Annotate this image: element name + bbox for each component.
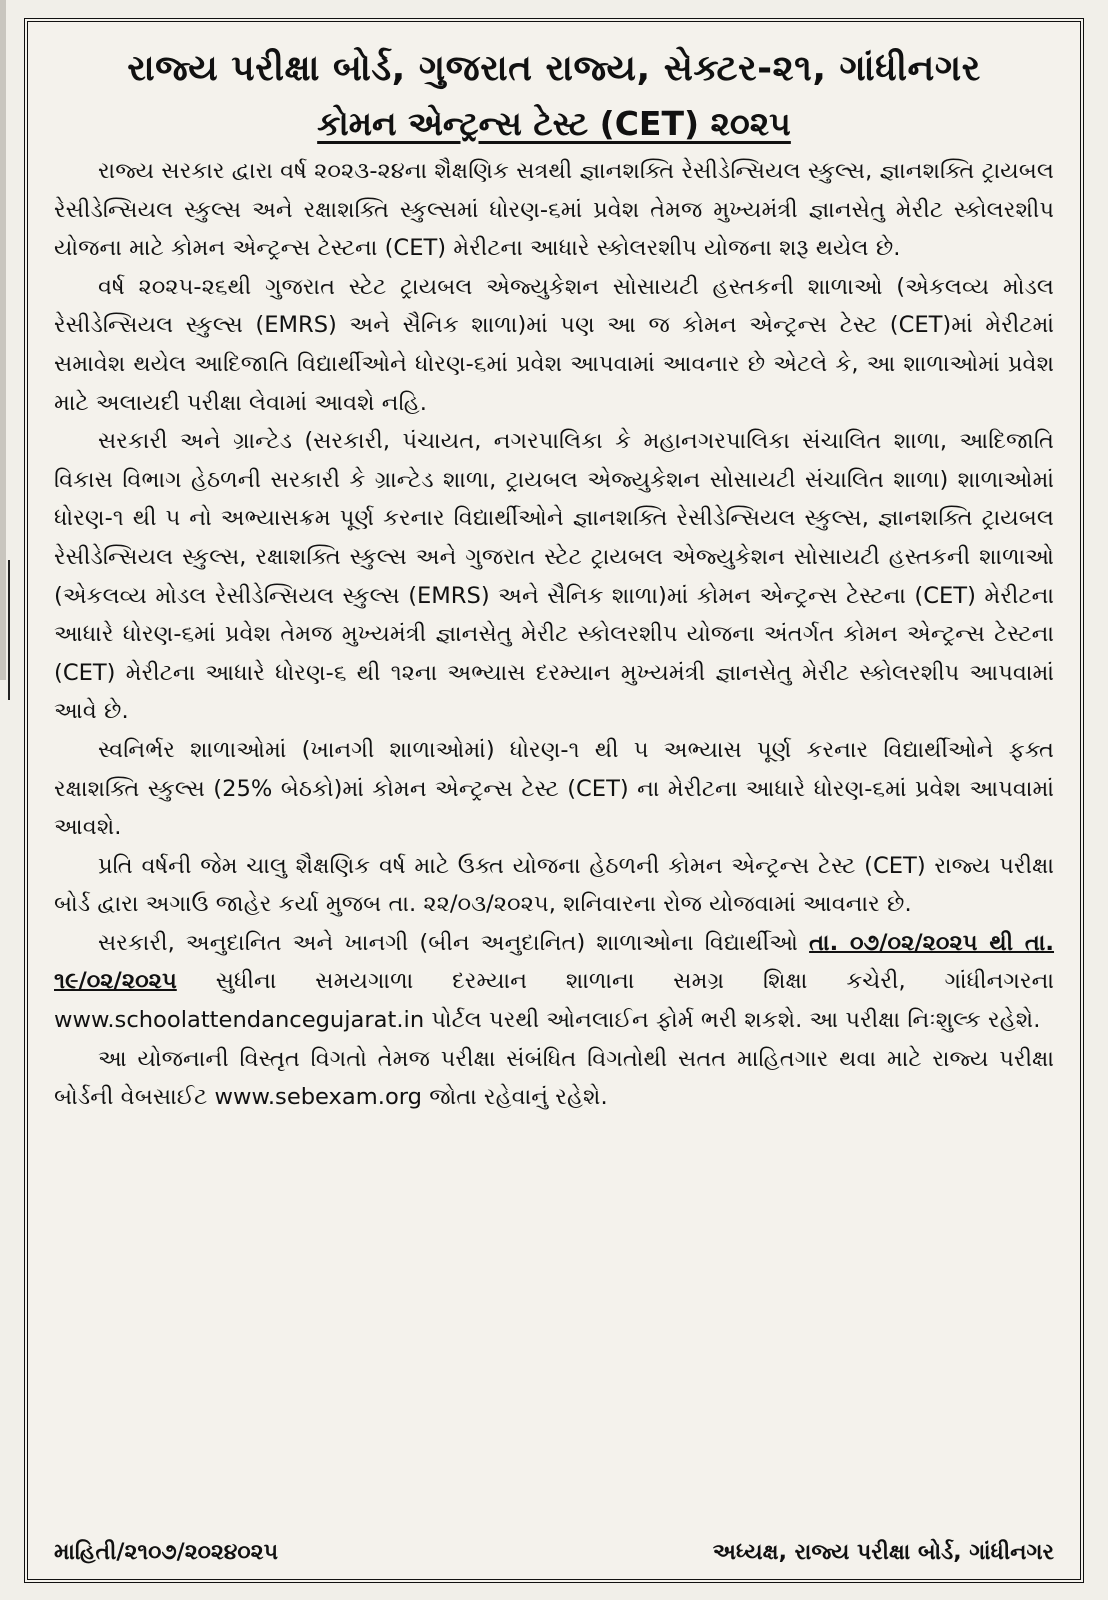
notice-box — [24, 18, 1084, 1583]
paragraph-3: સરકારી અને ગ્રાન્ટેડ (સરકારી, પંચાયત, નગરપાલિકા કે મહાનગરપાલિકા સંચાલિત શાળા, આદિજાતિ વિકાસ વિભાગ હેઠળની સરકારી કે ગ્રાન્ટેડ શાળા, ટ્રાયબલ એજ્યુકેશન સોસાયટી સંચાલિત શાળા) શાળાઓમાં ધોરણ-૧ થી ૫ નો અભ્યાસક્રમ પૂર્ણ કરનાર વિદ્યાર્થીઓને જ્ઞાનશક્તિ રેસીડેન્સિયલ સ્કુલ્સ, જ્ઞાનશક્તિ ટ્રાયબલ રેસીડેન્સિયલ સ્કુલ્સ, રક્ષાશક્તિ સ્કુલ્સ અને ગુજરાત સ્ટેટ ટ્રાયબલ એજ્યુકેશન સોસાયટી હસ્તકની શાળાઓ (એકલવ્ય મોડલ રેસીડેન્સિયલ સ્કુલ્સ (EMRS) અને સૈનિક શાળા)માં કોમન એન્ટ્રન્સ ટેસ્ટના (CET) મેરીટના આધારે ધોરણ-૬માં પ્રવેશ તેમજ મુખ્યમંત્રી જ્ઞાનસેતુ મેરીટ સ્કોલરશીપ યોજના અંતર્ગત કોમન એન્ટ્રન્સ ટેસ્ટના (CET) મેરીટના આધારે ધોરણ-૬ થી ૧૨ના અભ્યાસ દરમ્યાન મુખ્યમંત્રી જ્ઞાનસેતુ મેરીટ સ્કોલરશીપ આપવામાં આવે છે. — [54, 428, 1054, 725]
subtitle-text: કોમન એન્ટ્રન્સ ટેસ્ટ (CET) ૨૦૨૫ — [317, 104, 791, 143]
registration-dates: તા. ૦૭/૦૨/૨૦૨૫ થી તા. ૧૯/૦૨/૨૦૨૫ — [54, 929, 1055, 995]
paragraph-6-start: સરકારી, અનુદાનિત અને ખાનગી (બીન અનુદાનિત) શાળાઓના વિદ્યાર્થીઓ — [98, 929, 810, 956]
paragraph-6 — [54, 924, 1054, 1040]
notice-title: રાજ્ય પરીક્ષા બોર્ડ, ગુજરાત રાજ્ય, સેક્ટર-૨૧, ગાંધીનગર — [127, 48, 981, 89]
paragraph-1: રાજ્ય સરકાર દ્વારા વર્ષ ૨૦૨૩-૨૪ના શૈક્ષણિક સત્રથી જ્ઞાનશક્તિ રેસીડેન્સિયલ સ્કુલ્સ, જ્ઞાનશક્તિ ટ્રાયબલ રેસીડેન્સિયલ સ્કુલ્સ અને રક્ષાશક્તિ સ્કુલ્સમાં ધોરણ-૬માં પ્રવેશ તેમજ મુખ્યમંત્રી જ્ઞાનસેતુ મેરીટ સ્કોલરશીપ યોજના માટે કોમન એન્ટ્રન્સ ટેસ્ટના (CET) મેરીટના આધારે સ્કોલરશીપ યોજના શરૂ થયેલ છે. — [54, 158, 1054, 262]
paragraph-4: સ્વનિર્ભર શાળાઓમાં (ખાનગી શાળાઓમાં) ધોરણ-૧ થી ૫ અભ્યાસ પૂર્ણ કરનાર વિદ્યાર્થીઓને ફક્ત રક્ષાશક્તિ સ્કુલ્સ (25% બેઠકો)માં કોમન એન્ટ્રન્સ ટેસ્ટ (CET) ના મેરીટના આધારે ધોરણ-૬માં પ્રવેશ આપવામાં આવશે. — [54, 736, 1054, 841]
signatory: અધ્યક્ષ, રાજ્ય પરીક્ષા બોર્ડ, ગાંધીનગર — [712, 1540, 1054, 1565]
paragraph-2: વર્ષ ૨૦૨૫-૨૬થી ગુજરાત સ્ટેટ ટ્રાયબલ એજ્યુકેશન સોસાયટી હસ્તકની શાળાઓ (એકલવ્ય મોડલ રેસીડેન્સિયલ સ્કુલ્સ (EMRS) અને સૈનિક શાળા)માં પણ આ જ કોમન એન્ટ્રન્સ ટેસ્ટ (CET)માં મેરીટમાં સમાવેશ થયેલ આદિજાતિ વિદ્યાર્થીઓને ધોરણ-૬માં પ્રવેશ આપવામાં આવનાર છે એટલે કે, આ શાળાઓમાં પ્રવેશ માટે અલાયદી પરીક્ષા લેવામાં આવશે નહિ. — [54, 273, 1054, 416]
paragraph-6-end: સુધીના સમયગાળા દરમ્યાન શાળાના સમગ્ર શિક્ષા કચેરી, ગાંધીનગરના www.schoolattendancegujarat.in પોર્ટલ પરથી ઓનલાઈન ફોર્મ ભરી શકશે. આ પરીક્ષા નિઃશુલ્ક રહેશે. — [54, 968, 1054, 1034]
notice-footer — [54, 1540, 1054, 1565]
reference-number: માહિતી/૨૧૦૭/૨૦૨૪૦૨૫ — [54, 1540, 279, 1565]
notice-subtitle — [54, 100, 1054, 148]
edge-line — [8, 560, 10, 700]
page-edge — [0, 0, 6, 680]
paragraph-7: આ યોજનાની વિસ્તૃત વિગતો તેમજ પરીક્ષા સંબંધિત વિગતોથી સતત માહિતગાર થવા માટે રાજ્ય પરીક્ષા બોર્ડની વેબસાઈટ www.sebexam.org જોતા રહેવાનું રહેશે. — [54, 1045, 1054, 1111]
paragraph-5: પ્રતિ વર્ષની જેમ ચાલુ શૈક્ષણિક વર્ષ માટે ઉક્ત યોજના હેઠળની કોમન એન્ટ્રન્સ ટેસ્ટ (CET) રાજ્ય પરીક્ષા બોર્ડ દ્વારા અગાઉ જાહેર કર્યા મુજબ તા. ૨૨/૦૩/૨૦૨૫, શનિવારના રોજ યોજવામાં આવનાર છે. — [54, 852, 1054, 918]
